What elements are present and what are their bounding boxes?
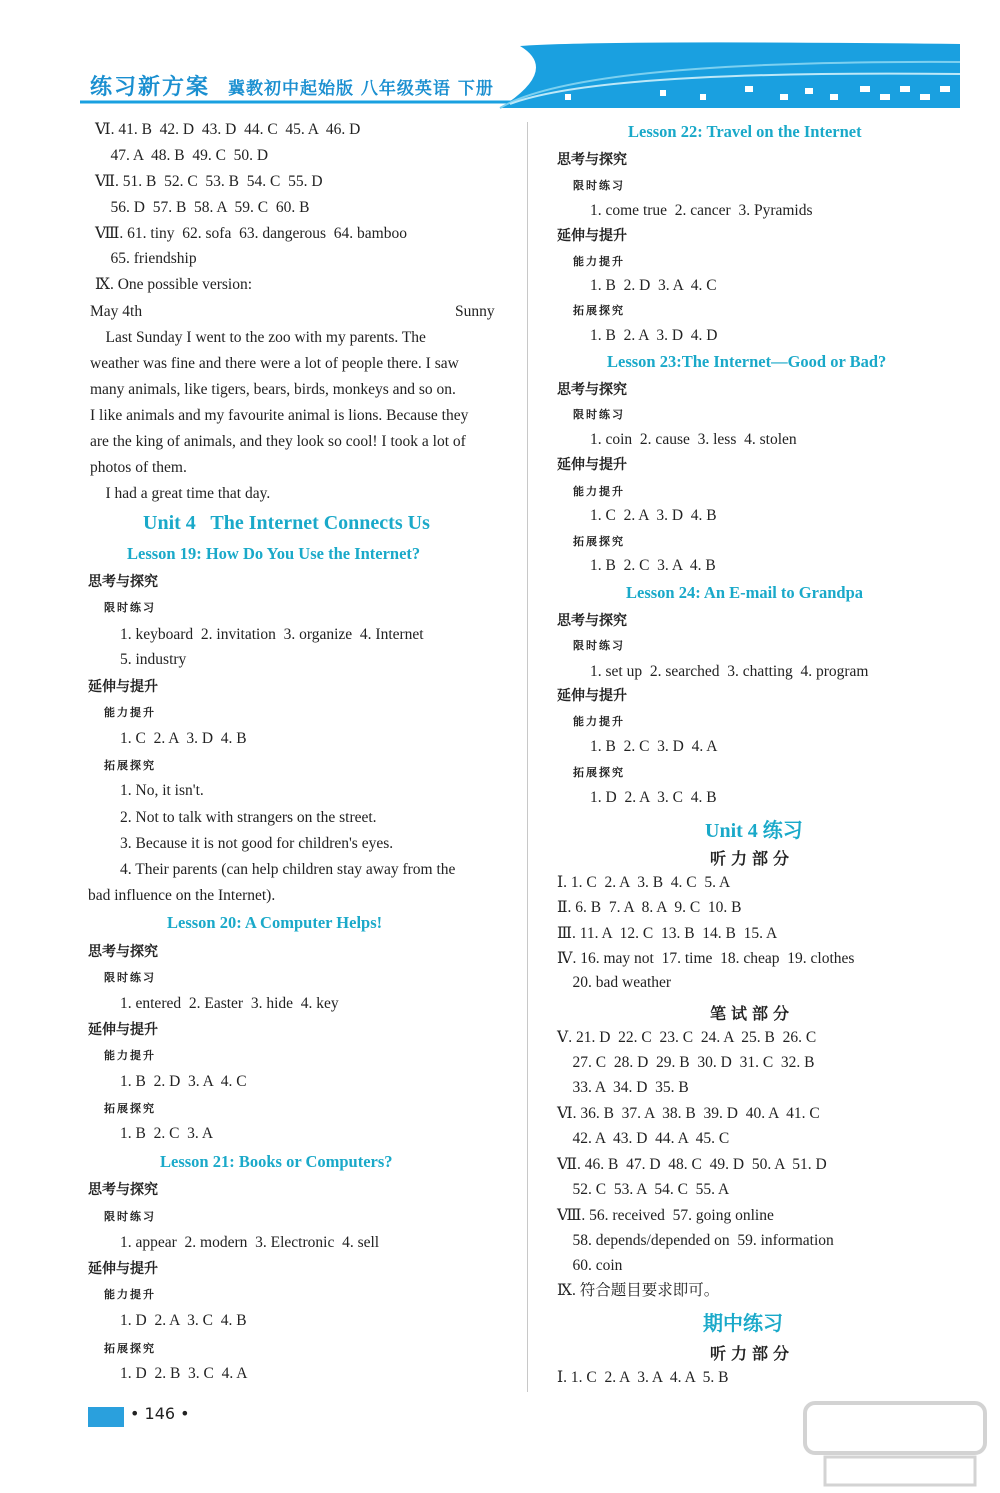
subsection-heading: 限时练习 [104, 601, 156, 614]
answer-line: bad influence on the Internet). [88, 887, 276, 904]
answer-line: Ⅶ. 46. B 47. D 48. C 49. D 50. A 51. D [557, 1156, 827, 1173]
essay-line: photos of them. [90, 459, 187, 476]
answer-line: 5. industry [120, 651, 187, 668]
section-heading: 延伸与提升 [88, 1261, 158, 1277]
subsection-heading: 能力提升 [573, 485, 625, 498]
answer-line: 4. Their parents (can help children stay away from the [120, 861, 456, 878]
answer-line: 47. A 48. B 49. C 50. D [95, 147, 269, 164]
part-heading: 笔试部分 [710, 1004, 795, 1023]
subsection-heading: 限时练习 [104, 1210, 156, 1223]
answer-line: 33. A 34. D 35. B [557, 1079, 689, 1096]
section-heading: 延伸与提升 [88, 1022, 158, 1038]
answer-line: Ⅵ. 36. B 37. A 38. B 39. D 40. A 41. C [557, 1105, 820, 1122]
subsection-heading: 拓展探究 [104, 759, 156, 772]
subsection-heading: 拓展探究 [573, 766, 625, 779]
answer-line: 1. B 2. C 3. D 4. A [590, 738, 718, 755]
subsection-heading: 拓展探究 [104, 1342, 156, 1355]
footer-accent-bar [88, 1407, 124, 1427]
subsection-heading: 拓展探究 [104, 1102, 156, 1115]
lesson-title: Lesson 21: Books or Computers? [160, 1152, 393, 1171]
answer-line: 1. B 2. C 3. A 4. B [590, 557, 716, 574]
unit-title: Unit 4 The Internet Connects Us [143, 512, 430, 534]
answer-line: 1. appear 2. modern 3. Electronic 4. sell [120, 1234, 380, 1251]
subsection-heading: 限时练习 [573, 179, 625, 192]
answer-line: 1. B 2. C 3. A [120, 1125, 214, 1142]
part-heading: 听力部分 [710, 849, 795, 868]
essay-date: May 4th [90, 303, 143, 320]
answer-line: Ⅵ. 41. B 42. D 43. D 44. C 45. A 46. D [95, 121, 361, 138]
answer-line: 1. B 2. D 3. A 4. C [120, 1073, 247, 1090]
answer-line: 58. depends/depended on 59. information [557, 1232, 834, 1249]
answer-line: Ⅶ. 51. B 52. C 53. B 54. C 55. D [95, 173, 323, 190]
subsection-heading: 限时练习 [573, 639, 625, 652]
subsection-heading: 限时练习 [573, 408, 625, 421]
answer-line: 60. coin [557, 1257, 623, 1274]
book-brand: 练习新方案 [90, 75, 211, 100]
watermark-logo-icon [795, 1395, 995, 1490]
section-heading: 思考与探究 [557, 613, 627, 629]
answer-line: 1. keyboard 2. invitation 3. organize 4. Internet [120, 626, 424, 643]
subsection-heading: 能力提升 [104, 706, 156, 719]
answer-line: 3. Because it is not good for children's eyes. [120, 835, 394, 852]
answer-line: 2. Not to talk with strangers on the street. [120, 809, 377, 826]
essay-line: many animals, like tigers, bears, birds, monkeys and so on. [90, 381, 456, 398]
answer-line: 20. bad weather [557, 974, 672, 991]
answer-line: Ⅷ. 56. received 57. going online [557, 1207, 774, 1224]
section-heading: 延伸与提升 [557, 457, 627, 473]
answer-line: 1. C 2. A 3. D 4. B [120, 730, 247, 747]
answer-line: 52. C 53. A 54. C 55. A [557, 1181, 730, 1198]
answer-line: 1. set up 2. searched 3. chatting 4. program [590, 663, 869, 680]
subsection-heading: 能力提升 [573, 715, 625, 728]
section-heading: 延伸与提升 [557, 688, 627, 704]
answer-line: 1. D 2. A 3. C 4. B [120, 1312, 247, 1329]
answer-line: Ⅲ. 11. A 12. C 13. B 14. B 15. A [557, 925, 778, 942]
essay-weather: Sunny [455, 303, 495, 320]
subsection-heading: 拓展探究 [573, 535, 625, 548]
page-number: • 146 • [130, 1404, 190, 1423]
essay-line: are the king of animals, and they look so cool! I took a lot of [90, 433, 466, 450]
part-heading: 听力部分 [710, 1344, 795, 1363]
subsection-heading: 能力提升 [573, 255, 625, 268]
subsection-heading: 能力提升 [104, 1049, 156, 1062]
answer-line: 1. D 2. B 3. C 4. A [120, 1365, 248, 1382]
answer-line: 1. entered 2. Easter 3. hide 4. key [120, 995, 339, 1012]
answer-line: 1. B 2. A 3. D 4. D [590, 327, 718, 344]
page-header [0, 0, 1000, 118]
essay-line: I like animals and my favourite animal is lions. Because they [90, 407, 469, 424]
answer-line: 56. D 57. B 58. A 59. C 60. B [95, 199, 310, 216]
answer-line: 1. C 2. A 3. D 4. B [590, 507, 717, 524]
lesson-title: Lesson 24: An E-mail to Grandpa [626, 583, 863, 602]
subsection-heading: 能力提升 [104, 1288, 156, 1301]
answer-line: 1. No, it isn't. [120, 782, 204, 799]
section-heading: 延伸与提升 [88, 679, 158, 695]
practice-title: Unit 4 练习 [705, 820, 803, 842]
midterm-title: 期中练习 [703, 1313, 783, 1335]
section-heading: 思考与探究 [557, 382, 627, 398]
answer-line: 27. C 28. D 29. B 30. D 31. C 32. B [557, 1054, 815, 1071]
answer-line: 1. come true 2. cancer 3. Pyramids [590, 202, 813, 219]
column-divider [527, 122, 528, 1392]
answer-line: Ⅸ. 符合题目要求即可。 [557, 1282, 720, 1299]
essay-line: Last Sunday I went to the zoo with my parents. The [90, 329, 426, 346]
answer-line: 1. D 2. A 3. C 4. B [590, 789, 717, 806]
subsection-heading: 拓展探究 [573, 304, 625, 317]
answer-line: Ⅱ. 6. B 7. A 8. A 9. C 10. B [557, 899, 742, 916]
book-subtitle: 冀教初中起始版 八年级英语 下册 [228, 79, 494, 99]
answer-line: Ⅷ. 61. tiny 62. sofa 63. dangerous 64. bamboo [95, 225, 407, 242]
answer-line: Ⅳ. 16. may not 17. time 18. cheap 19. clothes [557, 950, 855, 967]
lesson-title: Lesson 22: Travel on the Internet [628, 122, 862, 141]
answer-line: 1. B 2. D 3. A 4. C [590, 277, 717, 294]
answer-line: Ⅰ. 1. C 2. A 3. B 4. C 5. A [557, 874, 731, 891]
answer-line: 65. friendship [95, 250, 197, 267]
section-heading: 思考与探究 [88, 1182, 158, 1198]
essay-line: weather was fine and there were a lot of people there. I saw [90, 355, 459, 372]
section-heading: 延伸与提升 [557, 228, 627, 244]
answer-line: Ⅰ. 1. C 2. A 3. A 4. A 5. B [557, 1369, 729, 1386]
lesson-title: Lesson 20: A Computer Helps! [167, 913, 383, 932]
answer-line: 42. A 43. D 44. A 45. C [557, 1130, 730, 1147]
subsection-heading: 限时练习 [104, 971, 156, 984]
section-heading: 思考与探究 [557, 152, 627, 168]
answer-line: 1. coin 2. cause 3. less 4. stolen [590, 431, 797, 448]
section-heading: 思考与探究 [88, 944, 158, 960]
answer-line: Ⅴ. 21. D 22. C 23. C 24. A 25. B 26. C [557, 1029, 817, 1046]
essay-line: I had a great time that day. [90, 485, 271, 502]
section-heading: 思考与探究 [88, 574, 158, 590]
lesson-title: Lesson 19: How Do You Use the Internet? [127, 544, 421, 563]
lesson-title: Lesson 23:The Internet—Good or Bad? [607, 352, 887, 371]
answer-line: Ⅸ. One possible version: [95, 276, 253, 293]
